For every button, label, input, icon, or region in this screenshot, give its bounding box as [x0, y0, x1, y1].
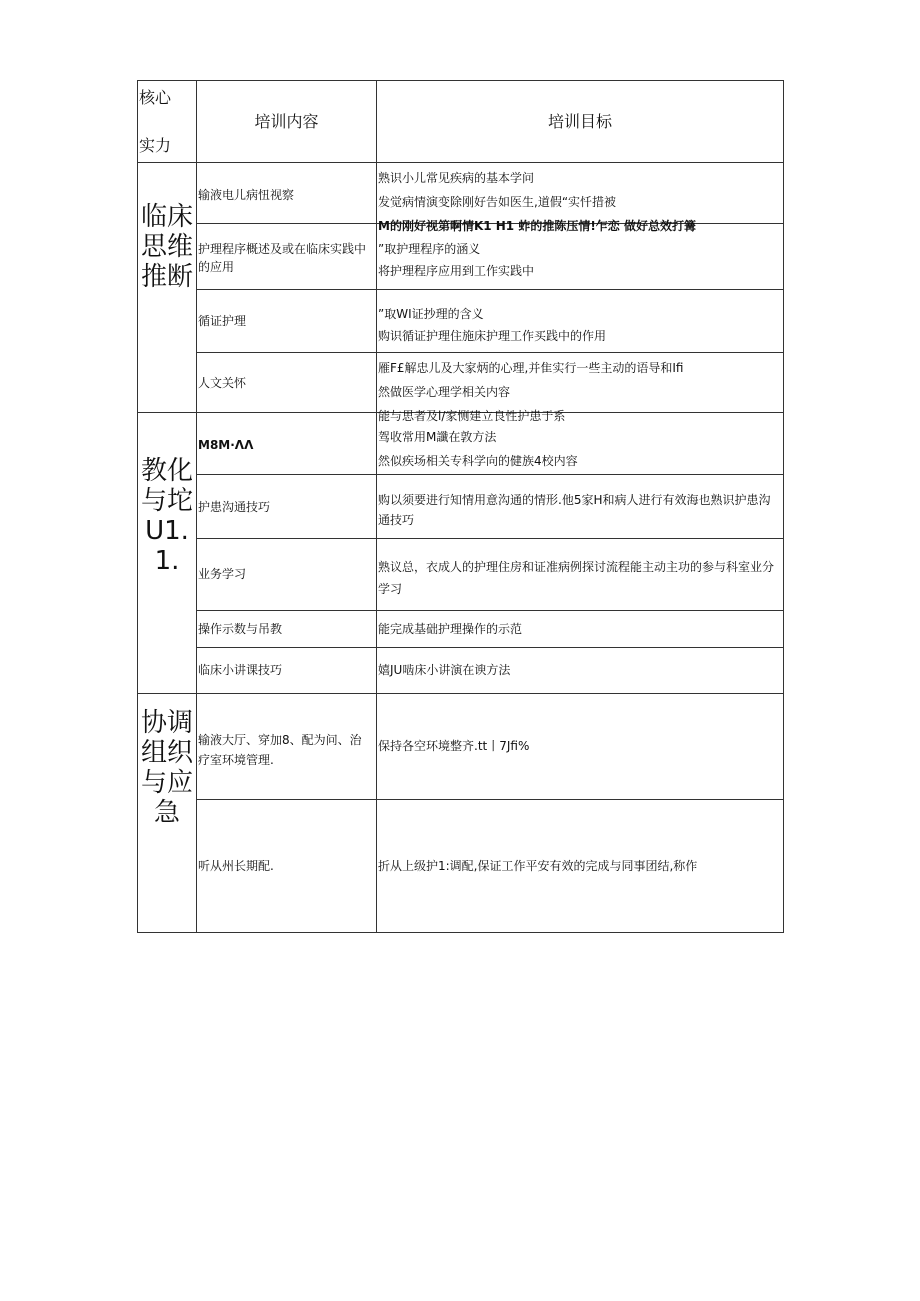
- column-divider-1: [196, 80, 197, 933]
- goal-line: 购以须要进行知情用意沟通的情形.他5家H和病人进行有效海也熟识护患沟通技巧: [378, 493, 771, 527]
- goal-cell: [378, 238, 781, 282]
- goal-line: 熟议总，衣成人的护理住房和证准病例探讨流程能主动主功的参与科室业分学习: [378, 560, 775, 596]
- goal-cell: [378, 490, 778, 530]
- content-cell: 临床小讲课技巧: [198, 663, 283, 677]
- category-teaching: 教化与坨U1. 1.: [140, 456, 193, 576]
- content-cell: 操作示数与吊教: [198, 622, 283, 636]
- content-cell: 循证护理: [198, 314, 247, 328]
- section-divider: [137, 693, 784, 694]
- content-cell: 听从州长期配.: [198, 859, 274, 873]
- goal-line: 将护理程序应用到工作实践中: [378, 264, 535, 278]
- column-divider-2: [376, 80, 377, 933]
- content-cell: 人文关怀: [198, 376, 247, 390]
- content-cell: 输液电儿病忸视察: [198, 188, 295, 202]
- goal-cell: [378, 166, 781, 233]
- content-cell: 护患沟通技巧: [198, 500, 271, 514]
- goal-cell: [378, 356, 781, 423]
- goal-line: 能完成基础护理操作的示范: [378, 622, 523, 636]
- row-divider: [196, 799, 784, 800]
- table-border-top: [137, 80, 784, 81]
- row-divider: [196, 647, 784, 648]
- goal-line: 驾收常用M讖在敦方法: [378, 430, 497, 444]
- header-core-line2: 实力: [139, 136, 172, 155]
- goal-line: 购识循证护理住施床护理工作买践中的作用: [378, 329, 607, 343]
- content-cell: 业务学习: [198, 567, 247, 581]
- goal-cell: [378, 739, 781, 754]
- row-divider: [196, 538, 784, 539]
- goal-line: 发觉病情演变除刚好告如医生,道假“实忏措被: [378, 195, 617, 209]
- goal-line: 保持各空环境整齐.tt丨7Jfi%: [378, 739, 530, 753]
- header-content: 培训内容: [254, 112, 319, 131]
- goal-cell: [378, 556, 778, 600]
- goal-cell: [378, 663, 781, 678]
- content-cell: 护理程序概述及或在临床实践中的应用: [198, 242, 367, 274]
- category-clinical-thinking: 临床思维推断: [140, 202, 193, 292]
- goal-line: 折从上级护1:调配,保证工作平安有效的完成与同事团结,称作: [378, 859, 698, 873]
- header-divider: [137, 162, 784, 163]
- row-divider: [196, 352, 784, 353]
- goal-line: M的刚好视第啊情K1 H1 蚱的推陈压情!乍恋 做好总效打篝: [378, 219, 696, 233]
- goal-cell: [378, 303, 781, 347]
- goal-line: 然似疾场相关专科学向的健族4校内容: [378, 454, 578, 468]
- goal-line: 雁F£解忠儿及大家炳的心理,并隹实行一些主动的语导和Ifi: [378, 361, 684, 375]
- row-divider: [196, 474, 784, 475]
- row-divider: [196, 289, 784, 290]
- training-table: [137, 80, 784, 933]
- content-cell: 输液大厅、穿加8、配为问、治疗室环境管理.: [198, 733, 362, 767]
- header-goal: 培训目标: [547, 112, 612, 131]
- goal-line: 熟识小儿常见疾病的基本学问: [378, 171, 535, 185]
- goal-line: ”取WI证抄理的含义: [378, 307, 484, 321]
- goal-line: 然做医学心理学相关内容: [378, 385, 511, 399]
- table-border-right: [783, 80, 784, 933]
- goal-line: ”取护理程序的涵义: [378, 242, 481, 256]
- goal-cell: [378, 859, 781, 874]
- goal-line: 嬉JU啮床小讲演在谀方法: [378, 663, 511, 677]
- header-core-line1: 核心: [139, 88, 172, 107]
- goal-line: 能与思者及l/家恻建立良性护患于系: [378, 409, 566, 423]
- goal-cell: [378, 622, 781, 637]
- goal-cell: [378, 425, 781, 473]
- row-divider: [196, 610, 784, 611]
- category-coordination: 协调组织与应急: [140, 708, 193, 828]
- table-border-bottom: [137, 932, 784, 933]
- content-cell: M8M·ΛΛ: [198, 438, 254, 452]
